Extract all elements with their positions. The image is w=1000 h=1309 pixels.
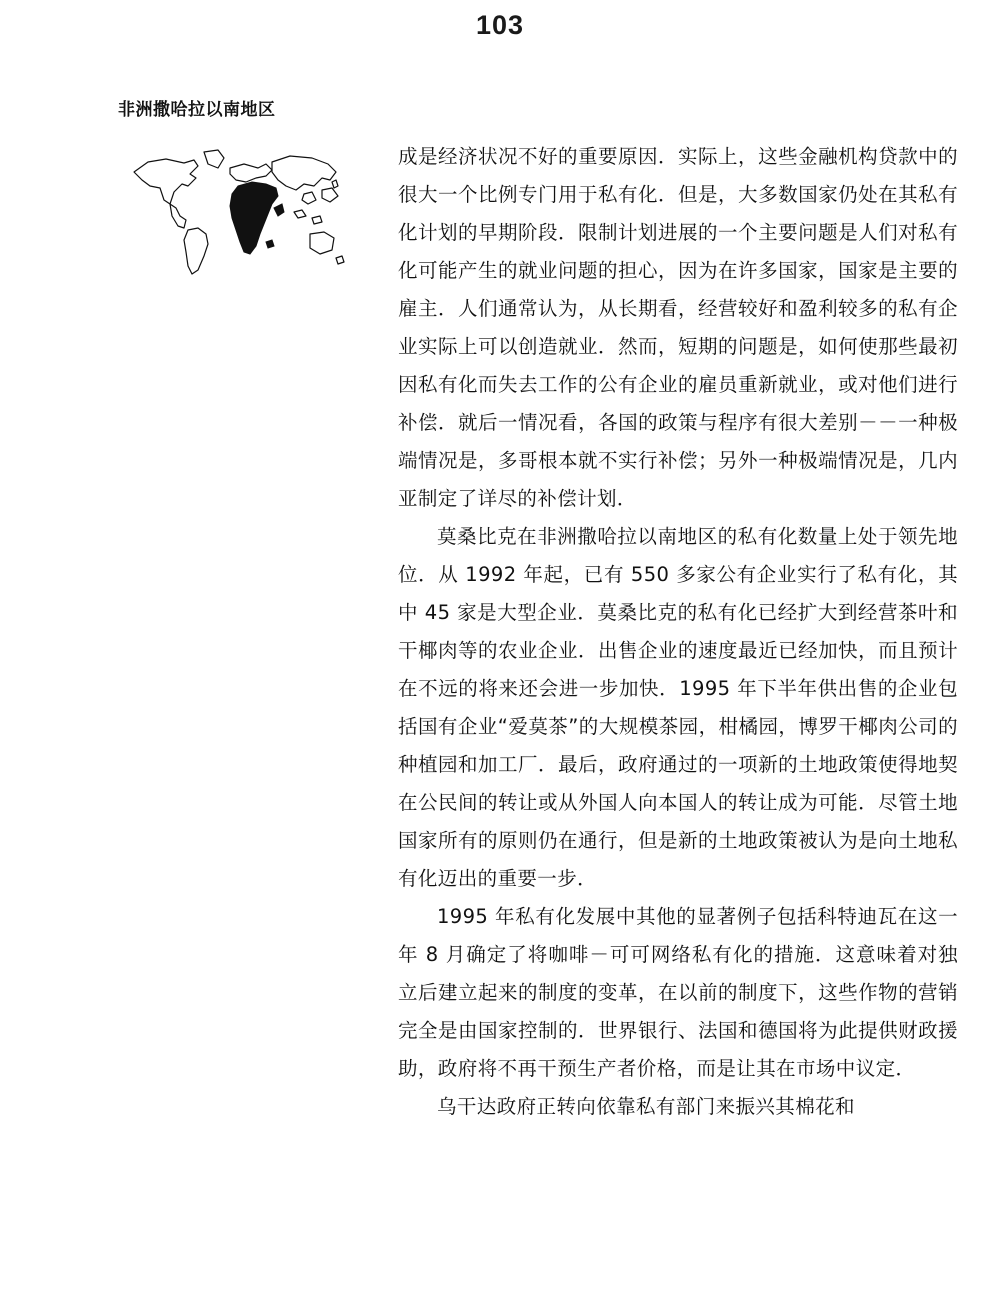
sidebar-region-block xyxy=(118,95,368,282)
page-number: 103 xyxy=(475,10,525,40)
body-text-column xyxy=(398,138,958,1126)
world-map-africa-highlighted-icon xyxy=(126,142,346,282)
region-caption: 非洲撒哈拉以南地区 xyxy=(118,100,276,120)
paragraph: 莫桑比克在非洲撒哈拉以南地区的私有化数量上处于领先地位．从 1992 年起，已有 550 多家公有企业实行了私有化，其中 45 家是大型企业．莫桑比克的私有化已经扩大到经营茶叶和干椰肉等的农业企业．出售企业的速度最近已经加快，而且预计在不远的将来还会进一步加快．1995 年下半年供出售的企业包括国有企业“爱莫茶”的大规模茶园，柑橘园，博罗干椰肉公司的种植园和加工厂．最后，政府通过的一项新的土地政策使得地契在公民间的转让或从外国人向本国人的转让成为可能．尽管土地国家所有的原则仍在通行，但是新的土地政策被认为是向土地私有化迈出的重要一步． xyxy=(398,525,958,890)
paragraph: 乌干达政府正转向依靠私有部门来振兴其棉花和 xyxy=(437,1095,855,1118)
paragraph: 1995 年私有化发展中其他的显著例子包括科特迪瓦在这一年 8 月确定了将咖啡－可可网络私有化的措施．这意味着对独立后建立起来的制度的变革，在以前的制度下，这些作物的营销完全是由国家控制的．世界银行、法国和德国将为此提供财政援助，政府将不再干预生产者价格，而是让其在市场中议定． xyxy=(398,905,958,1080)
paragraph: 成是经济状况不好的重要原因．实际上，这些金融机构贷款中的很大一个比例专门用于私有化．但是，大多数国家仍处在其私有化计划的早期阶段．限制计划进展的一个主要问题是人们对私有化可能产生的就业问题的担心，因为在许多国家，国家是主要的雇主．人们通常认为，从长期看，经营较好和盈利较多的私有企业实际上可以创造就业．然而，短期的问题是，如何使那些最初因私有化而失去工作的公有企业的雇员重新就业，或对他们进行补偿．就后一情况看，各国的政策与程序有很大差别－－一种极端情况是，多哥根本就不实行补偿；另外一种极端情况是，几内亚制定了详尽的补偿计划． xyxy=(398,145,958,510)
